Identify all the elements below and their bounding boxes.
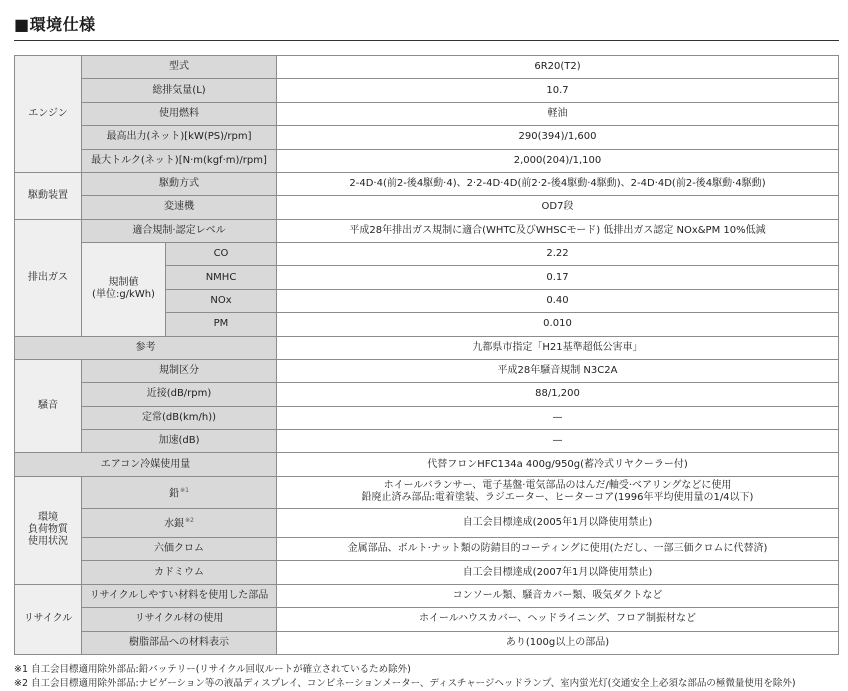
label-easy-parts: リサイクルしやすい材料を使用した部品 <box>82 584 277 607</box>
table-row <box>15 56 839 79</box>
category-engine: エンジン <box>15 56 82 173</box>
label-cadmium: カドミウム <box>82 561 277 584</box>
value-pm: 0.010 <box>277 313 839 336</box>
table-row <box>15 102 839 125</box>
label-mercury-text: 水銀 <box>164 518 185 530</box>
value-cadmium: 自工会目標達成(2007年1月以降使用禁止) <box>277 561 839 584</box>
label-reference: 参考 <box>15 336 277 359</box>
label-co: CO <box>166 243 277 266</box>
label-resin-marking: 樹脂部品への材料表示 <box>82 631 277 654</box>
value-easy-parts: コンソール類、騒音カバー類、吸気ダクトなど <box>277 584 839 607</box>
footnote-mark-2: ※2 <box>185 517 194 525</box>
table-row <box>15 430 839 453</box>
limits-label-line1: 規制値 <box>108 277 139 289</box>
value-max-torque: 2,000(204)/1,100 <box>277 149 839 172</box>
value-noise-class: 平成28年騒音規制 N3C2A <box>277 359 839 382</box>
value-hexchrome: 金属部品、ボルト·ナット類の防錆目的コーティングに使用(ただし、一部三価クロムに代替済) <box>277 538 839 561</box>
label-proximity: 近接(dB/rpm) <box>82 383 277 406</box>
limits-label-line2: (単位:g/kWh) <box>92 289 155 301</box>
env-category-line1: 環境 <box>38 512 58 524</box>
label-nox: NOx <box>166 289 277 312</box>
table-row <box>15 584 839 607</box>
category-noise: 騒音 <box>15 359 82 453</box>
label-recycled-use: リサイクル材の使用 <box>82 608 277 631</box>
table-row <box>15 359 839 382</box>
table-row <box>15 453 839 476</box>
table-row <box>15 406 839 429</box>
label-transmission: 変速機 <box>82 196 277 219</box>
environment-spec-table <box>14 55 839 655</box>
value-steady: — <box>277 406 839 429</box>
label-max-output: 最高出力(ネット)[kW(PS)/rpm] <box>82 126 277 149</box>
label-nmhc: NMHC <box>166 266 277 289</box>
label-fuel: 使用燃料 <box>82 102 277 125</box>
label-pm: PM <box>166 313 277 336</box>
value-transmission: OD7段 <box>277 196 839 219</box>
label-mercury <box>82 508 277 537</box>
value-drive-type: 2-4D·4(前2-後4駆動·4)、2·2-4D·4D(前2·2-後4駆動·4駆動)、2-4D·4D(前2-後4駆動·4駆動) <box>277 172 839 195</box>
value-regulation: 平成28年排出ガス規制に適合(WHTC及びWHSCモード) 低排出ガス認定 NOx&PM 10%低減 <box>277 219 839 242</box>
label-displacement: 総排気量(L) <box>82 79 277 102</box>
value-mercury: 自工会目標達成(2005年1月以降使用禁止) <box>277 508 839 537</box>
table-row <box>15 79 839 102</box>
value-nmhc: 0.17 <box>277 266 839 289</box>
label-lead <box>82 476 277 508</box>
value-lead-line1: ホイールバランサー、電子基盤·電気部品のはんだ/軸受·ベアリングなどに使用 <box>383 480 732 492</box>
table-row <box>15 243 839 266</box>
label-drive-type: 駆動方式 <box>82 172 277 195</box>
label-aircon: エアコン冷媒使用量 <box>15 453 277 476</box>
value-aircon: 代替フロンHFC134a 400g/950g(蓄冷式リヤクーラー付) <box>277 453 839 476</box>
value-displacement: 10.7 <box>277 79 839 102</box>
title-divider <box>14 40 839 41</box>
value-model: 6R20(T2) <box>277 56 839 79</box>
value-acceleration: — <box>277 430 839 453</box>
value-proximity: 88/1,200 <box>277 383 839 406</box>
table-row <box>15 149 839 172</box>
table-row <box>15 476 839 508</box>
label-noise-class: 規制区分 <box>82 359 277 382</box>
table-row <box>15 383 839 406</box>
footnote-mark-1: ※1 <box>180 486 189 494</box>
value-resin-marking: あり(100g以上の部品) <box>277 631 839 654</box>
value-co: 2.22 <box>277 243 839 266</box>
table-row <box>15 336 839 359</box>
table-row <box>15 631 839 654</box>
table-row <box>15 196 839 219</box>
label-steady: 定常(dB(km/h)) <box>82 406 277 429</box>
value-reference: 九都県市指定「H21基準超低公害車」 <box>277 336 839 359</box>
env-category-line3: 使用状況 <box>28 536 68 548</box>
value-lead <box>277 476 839 508</box>
category-recycle: リサイクル <box>15 584 82 654</box>
page-title: ■環境仕様 <box>14 15 96 34</box>
footnote-1: ※1 自工会目標適用除外部品:鉛バッテリー(リサイクル回収ルートが確立されているため除外) <box>14 664 411 675</box>
label-acceleration: 加速(dB) <box>82 430 277 453</box>
label-regulation: 適合規制·認定レベル <box>82 219 277 242</box>
value-recycled-use: ホイールハウスカバー、ヘッドライニング、フロア制振材など <box>277 608 839 631</box>
footnote-2: ※2 自工会目標適用除外部品:ナビゲーション等の液晶ディスプレイ、コンビネーションメーター、ディスチャージヘッドランプ、室内蛍光灯(交通安全上必須な部品の極微量使用を除外) <box>14 678 796 689</box>
table-row <box>15 126 839 149</box>
category-emissions: 排出ガス <box>15 219 82 336</box>
table-row <box>15 172 839 195</box>
value-max-output: 290(394)/1,600 <box>277 126 839 149</box>
value-fuel: 軽油 <box>277 102 839 125</box>
label-lead-text: 鉛 <box>169 487 180 499</box>
env-category-line2: 負荷物質 <box>28 524 68 536</box>
table-row <box>15 561 839 584</box>
value-lead-line2: 鉛廃止済み部品:電着塗装、ラジエーター、ヒーターコア(1996年平均使用量の1/4以下) <box>361 492 754 504</box>
value-nox: 0.40 <box>277 289 839 312</box>
table-row <box>15 538 839 561</box>
label-limits <box>82 243 166 337</box>
category-drive: 駆動装置 <box>15 172 82 219</box>
table-row <box>15 219 839 242</box>
label-model: 型式 <box>82 56 277 79</box>
table-row <box>15 508 839 537</box>
label-max-torque: 最大トルク(ネット)[N·m(kgf·m)/rpm] <box>82 149 277 172</box>
category-env-substances <box>15 476 82 584</box>
table-row <box>15 608 839 631</box>
label-hexchrome: 六価クロム <box>82 538 277 561</box>
